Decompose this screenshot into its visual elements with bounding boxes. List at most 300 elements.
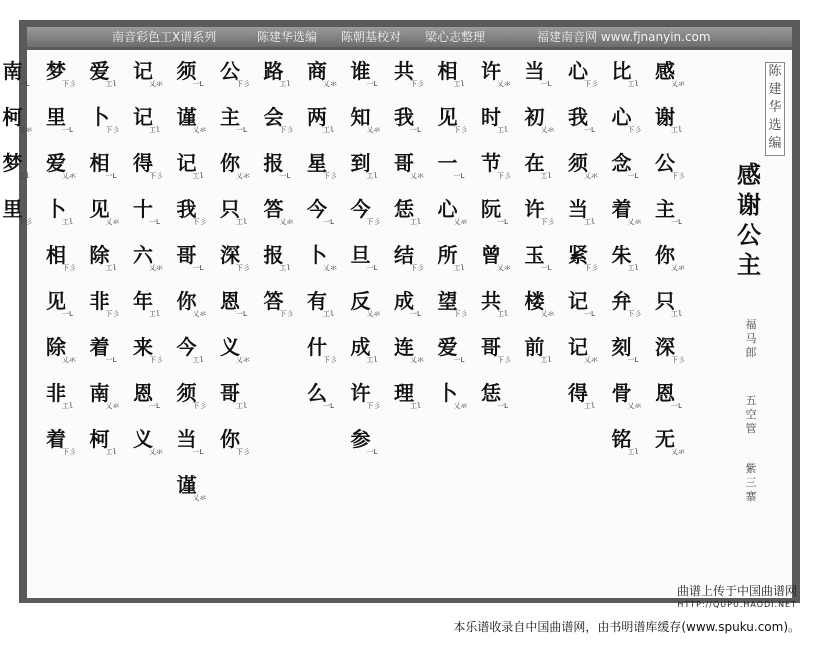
lyric-char: 阮 [481, 197, 501, 221]
lyric-cell [481, 382, 519, 428]
organizer-label: 梁心志整理 [425, 30, 486, 44]
lyric-char: 连 [394, 335, 414, 359]
notation-mark: 下彡 [453, 310, 468, 318]
notation-mark: 工l [192, 172, 204, 180]
lyric-char: 记 [133, 59, 153, 83]
lyric-char: 会 [263, 105, 284, 129]
notation-mark: 下彡 [149, 356, 163, 364]
notation-mark: 下彡 [410, 264, 424, 272]
notation-mark: 一L [540, 80, 552, 88]
lyric-char: 心 [568, 59, 588, 83]
lyric-cell [46, 244, 84, 290]
lyric-char: 知 [350, 105, 371, 129]
notation-mark: 工l [540, 356, 552, 364]
lyric-cell [177, 382, 215, 428]
notation-mark: 工l [192, 356, 204, 364]
notation-mark: 工l [105, 448, 117, 456]
lyric-char: 谨 [176, 105, 197, 129]
lyric-cell [133, 244, 171, 290]
lyric-cell [438, 152, 476, 198]
lyric-char: 卜 [89, 105, 110, 129]
lyric-cell [133, 60, 171, 106]
lyric-cell [655, 382, 693, 428]
notation-mark: 一L [671, 402, 683, 410]
lyric-cell [3, 198, 41, 244]
notation-mark: 乂氺 [192, 126, 207, 134]
notation-mark: 工l [410, 218, 422, 226]
notation-mark: 工l [497, 310, 509, 318]
series-label: 南音彩色工X谱系列 [112, 30, 217, 44]
lyric-char: 比 [611, 59, 632, 83]
notation-mark: 下彡 [323, 356, 337, 364]
lyric-cell [90, 106, 128, 152]
notation-mark: 工l [627, 448, 639, 456]
notation-mark: 工l [497, 126, 509, 134]
lyric-char: 公 [220, 59, 240, 83]
notation-mark: 下彡 [671, 172, 685, 180]
lyric-cell [177, 290, 215, 336]
notation-mark: 乂氺 [410, 172, 424, 180]
notation-mark: 一L [192, 264, 204, 272]
lyric-cell [655, 336, 693, 382]
lyric-cell [90, 336, 128, 382]
notation-mark: 工l [279, 80, 291, 88]
score-column [3, 60, 41, 244]
notation-mark: 乂氺 [279, 218, 294, 226]
notation-mark: 乂氺 [149, 264, 163, 272]
lyric-char: 旦 [350, 243, 371, 267]
notation-mark: 下彡 [627, 126, 642, 134]
lyric-cell [220, 290, 258, 336]
lyric-cell [46, 106, 84, 152]
lyric-char: 今 [350, 197, 371, 221]
notation-mark: 一L [497, 218, 509, 226]
lyric-char: 节 [481, 151, 501, 175]
lyric-cell [438, 60, 476, 106]
notation-mark: 乂氺 [453, 402, 468, 410]
lyric-char: 主 [655, 197, 675, 221]
lyric-cell [612, 60, 650, 106]
lyric-cell [220, 60, 258, 106]
lyric-char: 公 [655, 151, 675, 175]
lyric-char: 感 [655, 59, 675, 83]
compiler-stamp: 陈建华选编 [765, 62, 785, 156]
lyric-char: 恩 [220, 289, 240, 313]
notation-mark: 下彡 [192, 218, 207, 226]
notation-mark: 工l [627, 80, 639, 88]
notation-mark: 下彡 [497, 356, 511, 364]
lyric-char: 记 [133, 105, 153, 129]
lyric-cell [655, 60, 693, 106]
lyric-cell [481, 106, 519, 152]
lyric-char: 得 [568, 381, 588, 405]
notation-mark: 下彡 [105, 310, 120, 318]
lyric-char: 什 [307, 335, 327, 359]
lyric-char: 玉 [524, 243, 545, 267]
score-header [27, 27, 792, 47]
lyric-char: 到 [350, 151, 371, 175]
notation-mark: 乂氺 [497, 80, 511, 88]
lyric-cell [264, 198, 302, 244]
lyric-char: 着 [89, 335, 110, 359]
lyric-cell [481, 244, 519, 290]
lyric-cell [307, 106, 345, 152]
notation-mark: 一L [584, 126, 596, 134]
lyric-cell [612, 336, 650, 382]
lyric-char: 相 [437, 59, 458, 83]
lyric-char: 卜 [46, 197, 66, 221]
lyric-cell [90, 60, 128, 106]
lyric-cell [177, 60, 215, 106]
score-column [481, 60, 519, 428]
lyric-cell [220, 198, 258, 244]
lyric-cell [177, 428, 215, 474]
notation-mark: 乂氺 [366, 126, 381, 134]
notation-mark: 工l [105, 264, 117, 272]
notation-mark: 乂氺 [192, 494, 207, 502]
lyric-cell [655, 244, 693, 290]
lyric-cell [351, 198, 389, 244]
lyric-cell [220, 106, 258, 152]
lyric-cell [525, 106, 563, 152]
lyric-char: 爱 [89, 59, 110, 83]
notation-mark: 一L [366, 448, 378, 456]
notation-mark: 乂氺 [105, 218, 120, 226]
lyric-char: 南 [2, 59, 23, 83]
notation-mark: 一L [410, 126, 422, 134]
lyric-cell [525, 152, 563, 198]
notation-mark: 乂氺 [236, 172, 250, 180]
lyric-cell [90, 290, 128, 336]
notation-mark: 工l [410, 402, 422, 410]
lyric-cell [264, 60, 302, 106]
lyric-cell [612, 106, 650, 152]
notation-mark: 下彡 [540, 218, 555, 226]
lyric-cell [394, 106, 432, 152]
lyric-char: 今 [176, 335, 197, 359]
notation-mark: 下彡 [627, 310, 642, 318]
notation-mark: 一L [627, 172, 639, 180]
lyric-cell [220, 244, 258, 290]
lyric-cell [46, 428, 84, 474]
lyric-char: 谁 [350, 59, 371, 83]
notation-mark: 工l [584, 218, 596, 226]
lyric-cell [133, 198, 171, 244]
notation-mark: 乂氺 [410, 356, 424, 364]
notation-mark: 乂氺 [627, 402, 642, 410]
lyric-char: 参 [350, 427, 371, 451]
lyric-cell [568, 198, 606, 244]
notation-mark: 一L [18, 80, 30, 88]
lyric-cell [177, 198, 215, 244]
beat-type: 紫三寨 [745, 462, 757, 503]
upload-watermark [654, 584, 797, 612]
notation-mark: 一L [236, 310, 248, 318]
notation-mark: 乂氺 [105, 402, 120, 410]
lyric-cell [351, 382, 389, 428]
lyric-cell [351, 244, 389, 290]
lyric-char: 见 [437, 105, 458, 129]
lyric-cell [351, 290, 389, 336]
lyric-cell [438, 106, 476, 152]
lyric-cell [264, 244, 302, 290]
lyric-cell [90, 198, 128, 244]
notation-mark: 下彡 [671, 356, 685, 364]
notation-mark: 下彡 [105, 126, 120, 134]
lyric-char: 所 [437, 243, 458, 267]
lyric-char: 你 [220, 151, 240, 175]
lyric-cell [46, 60, 84, 106]
lyric-char: 主 [220, 105, 240, 129]
notation-mark: 乂氺 [584, 172, 598, 180]
notation-mark: 一L [366, 80, 378, 88]
notation-mark: 一L [62, 310, 74, 318]
score-column [525, 60, 563, 382]
notation-mark: 下彡 [149, 172, 163, 180]
notation-mark: 工l [18, 172, 30, 180]
notation-mark: 一L [671, 218, 683, 226]
lyric-char: 许 [481, 59, 501, 83]
notation-mark: 乂氺 [584, 356, 598, 364]
lyric-cell [46, 152, 84, 198]
score-sheet [2, 50, 792, 598]
lyric-char: 骨 [611, 381, 632, 405]
source-footer: 本乐谱收录自中国曲谱网，由书明谱库缓存(www.spuku.com)。 [453, 620, 800, 634]
notation-mark: 下彡 [366, 402, 381, 410]
notation-mark: 一L [62, 126, 74, 134]
lyric-char: 我 [176, 197, 197, 221]
lyric-cell [177, 336, 215, 382]
lyric-char: 当 [568, 197, 588, 221]
notation-mark: 一L [236, 126, 248, 134]
lyric-char: 十 [133, 197, 153, 221]
lyric-cell [133, 382, 171, 428]
lyric-char: 商 [307, 59, 327, 83]
lyric-cell [612, 152, 650, 198]
lyric-cell [655, 152, 693, 198]
lyric-cell [220, 152, 258, 198]
lyric-char: 答 [263, 197, 284, 221]
watermark-line1: 曲谱上传于中国曲谱网 [676, 584, 797, 598]
lyric-cell [438, 290, 476, 336]
lyric-char: 哥 [220, 381, 240, 405]
lyric-cell [568, 290, 606, 336]
lyric-cell [90, 428, 128, 474]
notation-mark: 下彡 [323, 172, 337, 180]
lyric-cell [264, 152, 302, 198]
lyric-cell [351, 106, 389, 152]
notation-mark: 工l [236, 402, 248, 410]
notation-mark: 下彡 [192, 402, 207, 410]
lyric-char: 心 [437, 197, 458, 221]
lyric-cell [481, 60, 519, 106]
notation-mark: 工l [149, 126, 161, 134]
lyric-cell [394, 198, 432, 244]
lyric-cell [655, 106, 693, 152]
lyric-cell [3, 106, 41, 152]
notation-mark: 一L [366, 264, 378, 272]
notation-mark: 下彡 [62, 264, 76, 272]
notation-mark: 一L [149, 402, 161, 410]
notation-mark: 乂氺 [366, 310, 381, 318]
lyric-char: 初 [524, 105, 545, 129]
notation-mark: 工l [323, 126, 335, 134]
lyric-cell [568, 336, 606, 382]
lyric-cell [307, 290, 345, 336]
lyric-cell [133, 428, 171, 474]
lyric-char: 相 [89, 151, 110, 175]
lyric-cell [481, 152, 519, 198]
lyric-char: 着 [611, 197, 632, 221]
lyric-char: 理 [394, 381, 414, 405]
lyric-cell [655, 428, 693, 474]
lyric-cell [568, 244, 606, 290]
lyric-cell [525, 290, 563, 336]
notation-mark: 乂氺 [323, 264, 337, 272]
notation-mark: 工l [149, 310, 161, 318]
lyric-char: 着 [46, 427, 66, 451]
lyric-cell [525, 60, 563, 106]
lyric-char: 见 [89, 197, 110, 221]
lyric-char: 路 [263, 59, 284, 83]
lyric-char: 义 [133, 427, 153, 451]
notation-mark: 一L [323, 402, 335, 410]
notation-mark: 工l [366, 356, 378, 364]
lyric-cell [220, 382, 258, 428]
notation-mark: 下彡 [62, 448, 76, 456]
lyric-char: 年 [133, 289, 153, 313]
lyric-char: 当 [176, 427, 197, 451]
lyric-cell [177, 152, 215, 198]
lyric-char: 我 [568, 105, 588, 129]
lyric-cell [525, 336, 563, 382]
lyric-cell [3, 60, 41, 106]
lyric-cell [394, 244, 432, 290]
notation-mark: 下彡 [236, 264, 250, 272]
lyric-char: 非 [46, 381, 66, 405]
lyric-char: 恁 [481, 381, 501, 405]
lyric-char: 成 [394, 289, 414, 313]
notation-mark: 下彡 [366, 218, 381, 226]
notation-mark: 乂氺 [453, 218, 468, 226]
lyric-char: 一 [437, 151, 458, 175]
lyric-cell [612, 382, 650, 428]
lyric-cell [46, 382, 84, 428]
pipe-mode: 五空管 [745, 394, 757, 435]
lyric-char: 哥 [394, 151, 414, 175]
lyric-char: 卜 [437, 381, 458, 405]
lyric-char: 见 [46, 289, 66, 313]
notation-mark: 一L [497, 402, 509, 410]
lyric-cell [481, 290, 519, 336]
song-title: 感谢公主 [737, 160, 761, 279]
lyric-char: 只 [220, 197, 240, 221]
lyric-cell [307, 244, 345, 290]
notation-mark: 下彡 [236, 80, 250, 88]
notation-mark: 工l [323, 310, 335, 318]
notation-mark: 下彡 [584, 264, 598, 272]
lyric-char: 在 [524, 151, 545, 175]
notation-mark: 乂氺 [18, 126, 33, 134]
lyric-char: 深 [220, 243, 240, 267]
lyric-cell [307, 198, 345, 244]
score-column [90, 60, 128, 474]
lyric-char: 无 [655, 427, 675, 451]
notation-mark: 下彡 [279, 126, 294, 134]
lyric-char: 铭 [611, 427, 632, 451]
lyric-char: 么 [307, 381, 327, 405]
notation-mark: 一L [192, 80, 204, 88]
lyric-char: 朱 [611, 243, 632, 267]
notation-mark: 一L [540, 264, 552, 272]
score-column [655, 60, 693, 474]
lyric-cell [525, 198, 563, 244]
lyric-char: 只 [655, 289, 675, 313]
lyric-char: 义 [220, 335, 240, 359]
notation-mark: 下彡 [453, 126, 468, 134]
lyric-char: 你 [220, 427, 240, 451]
notation-mark: 工l [584, 402, 596, 410]
notation-mark: 一L [627, 356, 639, 364]
lyric-cell [655, 198, 693, 244]
lyric-char: 须 [568, 151, 588, 175]
score-column [568, 60, 606, 428]
lyric-cell [351, 152, 389, 198]
notation-mark: 下彡 [279, 310, 294, 318]
notation-mark: 一L [323, 218, 335, 226]
lyric-char: 深 [655, 335, 675, 359]
score-column [46, 60, 84, 474]
lyric-char: 共 [481, 289, 501, 313]
lyric-cell [438, 336, 476, 382]
notation-mark: 工l [105, 80, 117, 88]
lyric-char: 来 [133, 335, 153, 359]
lyric-char: 相 [46, 243, 66, 267]
notation-mark: 工l [366, 172, 378, 180]
lyric-char: 记 [568, 335, 588, 359]
lyric-char: 恩 [655, 381, 675, 405]
lyric-char: 今 [307, 197, 327, 221]
lyric-cell [568, 60, 606, 106]
notation-mark: 乂氺 [627, 218, 642, 226]
lyric-cell [612, 428, 650, 474]
lyric-char: 南 [89, 381, 110, 405]
lyric-cell [220, 336, 258, 382]
lyric-char: 曾 [481, 243, 501, 267]
notation-mark: 一L [105, 356, 117, 364]
notation-mark: 乂氺 [671, 80, 685, 88]
notation-mark: 工l [62, 218, 74, 226]
lyric-cell [177, 244, 215, 290]
lyric-cell [481, 198, 519, 244]
lyric-cell [394, 60, 432, 106]
lyric-cell [568, 382, 606, 428]
notation-mark: 乂氺 [149, 80, 163, 88]
lyric-char: 许 [350, 381, 371, 405]
score-column [177, 60, 215, 520]
lyric-char: 有 [307, 289, 327, 313]
lyric-char: 刻 [611, 335, 632, 359]
score-column [612, 60, 650, 474]
notation-mark: 下彡 [62, 80, 76, 88]
lyric-char: 柯 [2, 105, 23, 129]
lyric-cell [612, 198, 650, 244]
lyric-cell [612, 290, 650, 336]
lyric-char: 恩 [133, 381, 153, 405]
lyric-cell [90, 152, 128, 198]
lyric-char: 须 [176, 381, 197, 405]
lyric-cell [351, 60, 389, 106]
